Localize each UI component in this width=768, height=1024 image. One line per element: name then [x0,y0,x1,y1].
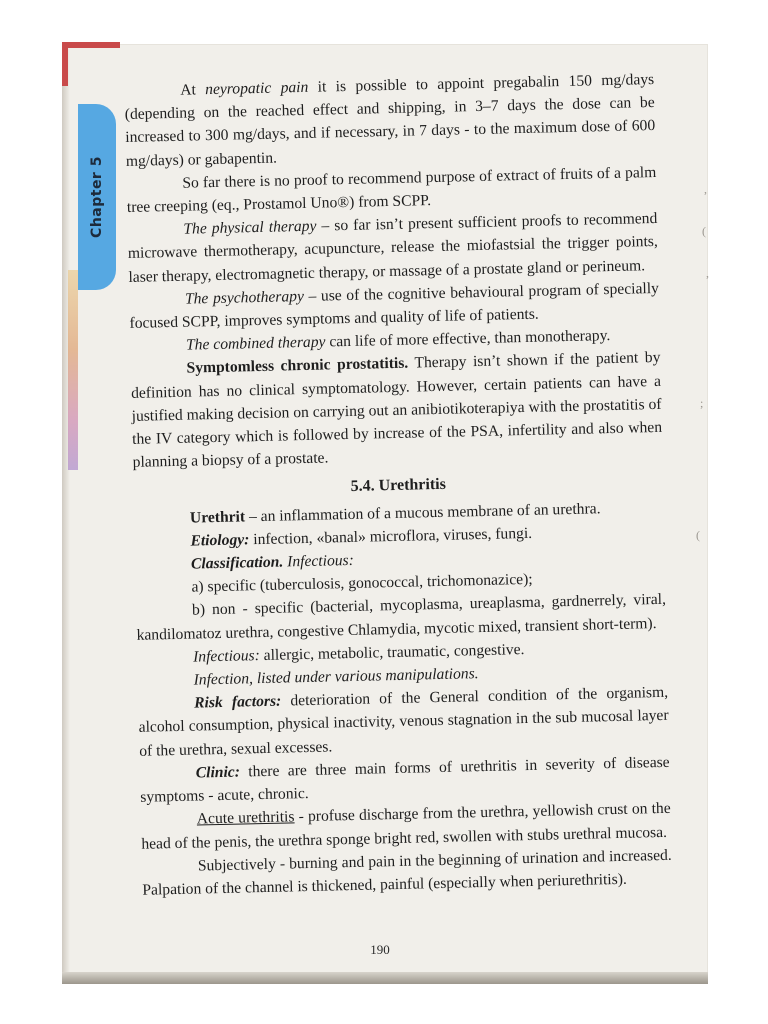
paragraph-clinic: Clinic: there are three main forms of urethritis in severity of disease symptoms - acute, chronic. [140,753,670,806]
page-number: 190 [370,942,390,957]
margin-mark: , [704,182,707,196]
paragraph-psychotherapy: The psychotherapy – use of the cognitive behavioural program of specially focused SCPP, improves symptoms and quality of life of patients. [129,279,660,332]
term-clinic: Clinic: [195,763,241,782]
paragraph-urethrit-definition: Urethrit – an inflammation of a mucous membrane of an urethra. [189,499,601,527]
paragraph-palm-extract: So far there is no proof to recommend purpose of extract of fruits of a palm tree creeping (eq., Prostamol Uno®) from SCPP. [126,163,657,216]
term-combined-therapy: The combined therapy [185,333,326,354]
term-physical-therapy: The physical therapy [183,217,317,238]
paragraph-symptomless-prostatitis: Symptomless chronic prostatitis. Therapy isn’t shown if the patient by definition has no clinical symptomatology. However, certain patients can have a justified making decision on carrying out an anibiotikoterapiya with the prostatitis of the IV category which is followed by increase of the PSA, infertility and also when planning a biopsy of a prostate. [130,349,663,472]
term-etiology: Etiology: [190,531,250,550]
corner-marker-vertical [62,42,68,86]
paragraph-acute-urethritis: Acute urethritis - profuse discharge from the urethra, yellowish crust on the head of the penis, the urethra sponge bright red, swollen with stubs urethral mucosa. [141,800,671,853]
list-item-specific: a) specific (tuberculosis, gonococcal, trichomonazice); [191,571,533,596]
page-binding-shadow [62,44,70,982]
corner-marker [62,42,120,48]
term-psychotherapy: The psychotherapy [184,287,305,308]
term-urethrit: Urethrit [189,508,246,527]
paragraph-neuropathic-pain: At neyropatic pain it is possible to appoint pregabalin 150 mg/days (depending on the reached effect and shipping, in 3–7 days the dose can be increased to 300 mg/days, and if necessary, in 7 days - to the maximum dose of 600 mg/days) or gabapentin. [124,70,656,170]
margin-mark: ; [700,396,704,410]
margin-mark: ( [696,528,700,542]
paragraph-etiology: Etiology: infection, «banal» microflora, viruses, fungi. [190,524,533,550]
list-item-non-specific: b) non - specific (bacterial, mycoplasma, ureaplasma, gardnerrely, viral, kandilomatoz urethra, congestive Chlamydia, mycotic mixed, transient short-term). [136,591,667,644]
chapter-tab [78,104,116,290]
term-risk-factors: Risk factors: [193,692,282,712]
margin-mark: , [706,266,709,280]
chapter-tab-label: Chapter 5 [89,156,106,238]
paragraph-infection-manipulations: Infection, listed under various manipulations. [193,665,479,689]
paragraph-combined-therapy: The combined therapy can life of more effective, than monotherapy. [185,327,611,354]
margin-mark: ( [702,224,706,238]
term-neyropatic-pain: neyropatic pain [204,78,309,99]
page-edge-color-strip [68,270,78,470]
page-bottom-edge [62,972,708,984]
section-heading: 5.4. Urethritis [350,476,447,496]
paragraph-physical-therapy: The physical therapy – so far isn’t present sufficient proofs to recommend microwave thermotherapy, acupuncture, release the miofastsial the trigger points, laser therapy, electromagnetic therapy, or massage of a prostate gland or perineum. [127,210,659,286]
term-symptomless-prostatitis: Symptomless chronic prostatitis. [186,355,409,378]
paragraph-risk-factors: Risk factors: deterioration of the General condition of the organism, alcohol consumption, physical inactivity, venous stagnation in the sub mucosal layer of the urethra, sexual excesses. [138,684,669,760]
paragraph-subjectively: Subjectively - burning and pain in the beginning of urination and increased. Palpation of the channel is thickened, painful (especially when periurethritis). [142,846,672,899]
body-text [124,68,673,902]
paragraph-infectious: Infectious: allergic, metabolic, traumatic, congestive. [192,640,525,666]
term-acute-urethritis: Acute urethritis [196,808,295,828]
paragraph-classification: Classification. Infectious: [190,551,355,573]
term-infectious: Infectious: [192,646,260,666]
term-classification: Classification. [190,553,284,573]
